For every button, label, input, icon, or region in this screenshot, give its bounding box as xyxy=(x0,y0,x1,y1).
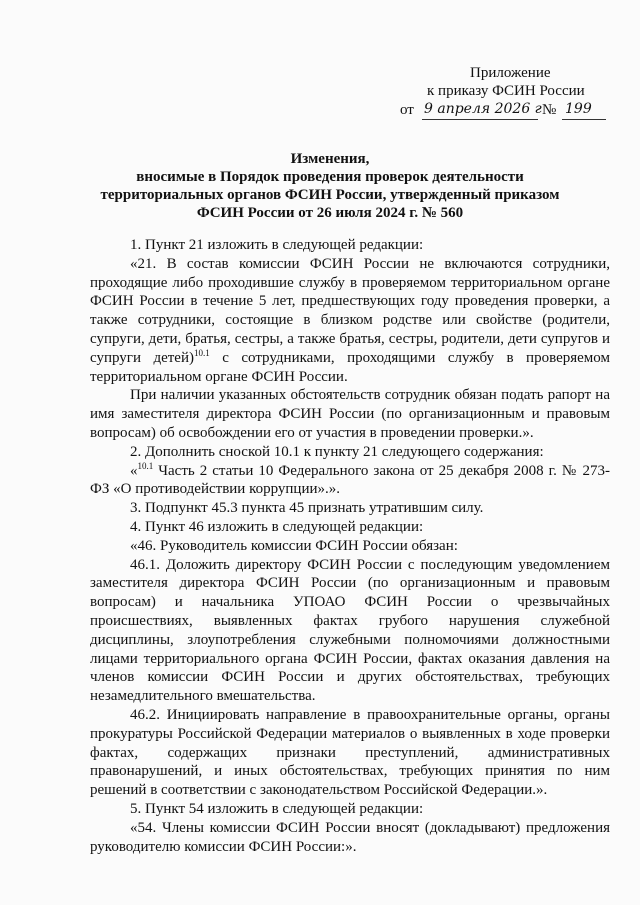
document-title xyxy=(80,150,580,222)
paragraph-7: 4. Пункт 46 изложить в следующей редакции: xyxy=(130,518,424,535)
from-label: от xyxy=(400,102,414,118)
paragraph-12: «54. Члены комиссии ФСИН России вносят (докладывают) предложения руководителю комиссии ФСИН России:». xyxy=(90,819,610,855)
paragraph-6: 3. Подпункт 45.3 пункта 45 признать утратившим силу. xyxy=(130,500,484,517)
handwritten-number: 199 xyxy=(565,101,592,117)
paragraph-5-text: Часть 2 статьи 10 Федерального закона от 25 декабря 2008 г. № 273-ФЗ «О противодействии коррупции».». xyxy=(90,462,610,498)
title-line-3: территориальных органов ФСИН России, утвержденный приказом xyxy=(100,187,560,203)
number-underline xyxy=(562,119,606,120)
paragraph-2-text-a: «21. В состав комиссии ФСИН России не включаются сотрудники, проходящие либо проходившие службу в проверяемом территориальном органе ФСИН России в течение 5 лет, предшествующих году проведения проверки, а также сотрудники, состоящие в близком родстве или свойстве (родители, супруги, дети, братья, сестры, а также братья, сестры, родители, дети супругов и супруги детей) xyxy=(90,255,610,366)
document-body xyxy=(90,236,610,856)
paragraph-2 xyxy=(90,255,610,387)
paragraph-3: При наличии указанных обстоятельств сотрудник обязан подать рапорт на имя заместителя директора ФСИН России (по организационным и правовым вопросам) об освобождении его от участия в проведении проверки.». xyxy=(90,387,610,441)
paragraph-8: «46. Руководитель комиссии ФСИН России обязан: xyxy=(130,537,458,554)
paragraph-2-text-b: с сотрудниками, проходящими службу в проверяемом территориальном органе ФСИН России. xyxy=(90,349,610,385)
number-label: № xyxy=(542,102,557,118)
title-line-2: вносимые в Порядок проведения проверок деятельности xyxy=(136,169,524,185)
appendix-block xyxy=(400,64,620,120)
paragraph-1: 1. Пункт 21 изложить в следующей редакции: xyxy=(130,237,424,253)
footnote-ref-10-1: 10.1 xyxy=(193,347,210,358)
paragraph-5 xyxy=(90,462,610,500)
title-line-1: Изменения, xyxy=(290,151,370,167)
handwritten-date: 9 апреля 2026 г xyxy=(424,101,542,117)
paragraph-10: 46.2. Инициировать направление в правоохранительные органы, органы прокуратуры Российской Федерации материалов о выявленных в ходе проверки фактах, содержащих признаки преступлений, административных правонарушений, и иных обстоятельствах, требующих принятия по ним решений в соответствии с законодательством Российской Федерации.». xyxy=(90,706,610,799)
date-underline xyxy=(422,119,538,120)
paragraph-9: 46.1. Доложить директору ФСИН России с последующим уведомлением заместителя директора ФСИН России (по организационным и правовым вопросам) и начальника УПОАО ФСИН России о чрезвычайных происшествиях, выявленных фактах грубого нарушения служебной дисциплины, злоупотребления служебными полномочиями должностными лицами территориального органа ФСИН России, фактах оказания давления на членов комиссии ФСИН России и других обстоятельствах, требующих незамедлительного вмешательства. xyxy=(90,556,610,705)
paragraph-11: 5. Пункт 54 изложить в следующей редакции: xyxy=(130,800,424,817)
title-line-4: ФСИН России от 26 июля 2024 г. № 560 xyxy=(196,205,464,221)
paragraph-4: 2. Дополнить сноской 10.1 к пункту 21 следующего содержания: xyxy=(130,443,544,460)
footnote-mark-10-1: 10.1 xyxy=(137,460,154,471)
appendix-title: Приложение xyxy=(470,65,551,81)
paragraph-5-quote-open: « xyxy=(130,462,138,479)
appendix-date-line xyxy=(400,100,620,120)
appendix-order-ref: к приказу ФСИН России xyxy=(427,83,585,99)
